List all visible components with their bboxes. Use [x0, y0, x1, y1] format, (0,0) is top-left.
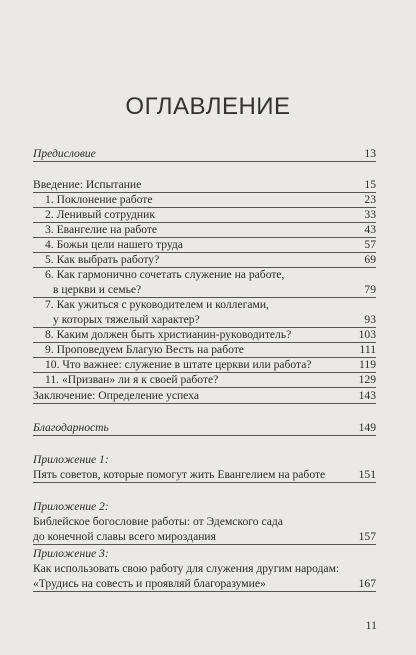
toc-entry-chapter-11[interactable]	[33, 372, 376, 388]
toc-entry-text: 2. Ленивый сотрудник	[45, 208, 155, 221]
toc-entry-chapter-4[interactable]	[33, 237, 376, 253]
toc-entry-appendix-3-cont[interactable]	[33, 576, 376, 592]
toc-entry-text: 6. Как гармонично сочетать служение на работе,	[45, 268, 285, 281]
toc-entry-conclusion[interactable]	[33, 388, 376, 404]
toc-page-number: 119	[359, 358, 376, 371]
toc-entry-text-continued: в церкви и семье?	[53, 283, 142, 296]
toc-entry-text: 8. Каким должен быть христианин-руководитель?	[45, 328, 292, 341]
toc-entry-text: Пять советов, которые помогут жить Евангелием на работе	[33, 468, 326, 481]
toc-page-number: 23	[364, 193, 376, 206]
toc-entry-chapter-3[interactable]	[33, 222, 376, 238]
toc-appendix-1-heading	[33, 452, 376, 467]
toc-page-number: 103	[358, 328, 376, 341]
toc-entry-text-continued: «Трудись на совесть и проявляй благоразумие»	[33, 577, 266, 590]
toc-entry-chapter-5[interactable]	[33, 252, 376, 268]
toc-entry-introduction[interactable]	[33, 177, 376, 193]
toc-page-number: 129	[358, 373, 376, 386]
toc-entry-text-continued: у которых тяжелый характер?	[53, 313, 200, 326]
toc-page-number: 69	[364, 253, 376, 266]
toc-entry-text: 3. Евангелие на работе	[45, 223, 158, 236]
toc-entry-text: 4. Божьи цели нашего труда	[45, 238, 183, 251]
toc-entry-text: 10. Что важнее: служение в штате церкви или работа?	[45, 358, 312, 371]
toc-page-number: 149	[358, 421, 376, 434]
toc-entry-text: Предисловие	[33, 147, 96, 160]
toc-page-number: 167	[358, 577, 376, 590]
toc-entry-appendix-3[interactable]	[33, 561, 376, 576]
toc-entry-chapter-8[interactable]	[33, 327, 376, 343]
toc-page-number: 151	[358, 468, 376, 481]
toc-entry-text: 11. «Призван» ли я к своей работе?	[45, 373, 219, 386]
toc-page-number: 43	[364, 223, 376, 236]
toc-entry-chapter-6[interactable]	[33, 267, 376, 282]
toc-entry-chapter-6-cont[interactable]	[33, 282, 376, 298]
toc-entry-text: Как использовать свою работу для служения другим народам:	[33, 562, 340, 575]
toc-page-number: 57	[364, 238, 376, 251]
toc-entry-chapter-2[interactable]	[33, 207, 376, 223]
toc-entry-appendix-2[interactable]	[33, 514, 376, 529]
appendix-heading: Приложение 3:	[33, 547, 109, 560]
toc-entry-chapter-7-cont[interactable]	[33, 312, 376, 328]
toc-entry-preface[interactable]	[33, 146, 376, 162]
toc-entry-appendix-1[interactable]	[33, 467, 376, 483]
toc-page-number: 111	[359, 343, 376, 356]
toc-appendix-2-heading	[33, 499, 376, 514]
toc-entry-text: Заключение: Определение успеха	[33, 389, 199, 402]
toc-page-number: 33	[364, 208, 376, 221]
toc-entry-text: Благодарность	[33, 421, 109, 434]
toc-entry-text: 5. Как выбрать работу?	[45, 253, 160, 266]
toc-page-number: 13	[364, 147, 376, 160]
toc-entry-chapter-1[interactable]	[33, 192, 376, 208]
page-title: ОГЛАВЛЕНИЕ	[125, 93, 291, 120]
toc-appendix-3-heading	[33, 546, 376, 561]
toc-entry-acknowledgements[interactable]	[33, 420, 376, 436]
toc-entry-chapter-10[interactable]	[33, 357, 376, 373]
toc-page-number: 93	[364, 313, 376, 326]
toc-entry-text: 1. Поклонение работе	[45, 193, 153, 206]
page-folio-number: 11	[365, 618, 377, 632]
toc-page-number: 143	[358, 389, 376, 402]
toc-entry-text: Библейское богословие работы: от Эдемского сада	[33, 515, 283, 528]
toc-entry-text: 9. Проповедуем Благую Весть на работе	[45, 343, 244, 356]
appendix-heading: Приложение 2:	[33, 500, 109, 513]
toc-page-number: 15	[364, 178, 376, 191]
appendix-heading: Приложение 1:	[33, 453, 109, 466]
toc-entry-chapter-9[interactable]	[33, 342, 376, 358]
toc-entry-text-continued: до конечной славы всего мироздания	[33, 530, 216, 543]
toc-entry-chapter-7[interactable]	[33, 297, 376, 312]
toc-page-number: 157	[358, 530, 376, 543]
toc-page-number: 79	[364, 283, 376, 296]
toc-entry-appendix-2-cont[interactable]	[33, 529, 376, 545]
toc-entry-text: 7. Как ужиться с руководителем и коллегами,	[45, 298, 269, 311]
toc-entry-text: Введение: Испытание	[33, 178, 142, 191]
